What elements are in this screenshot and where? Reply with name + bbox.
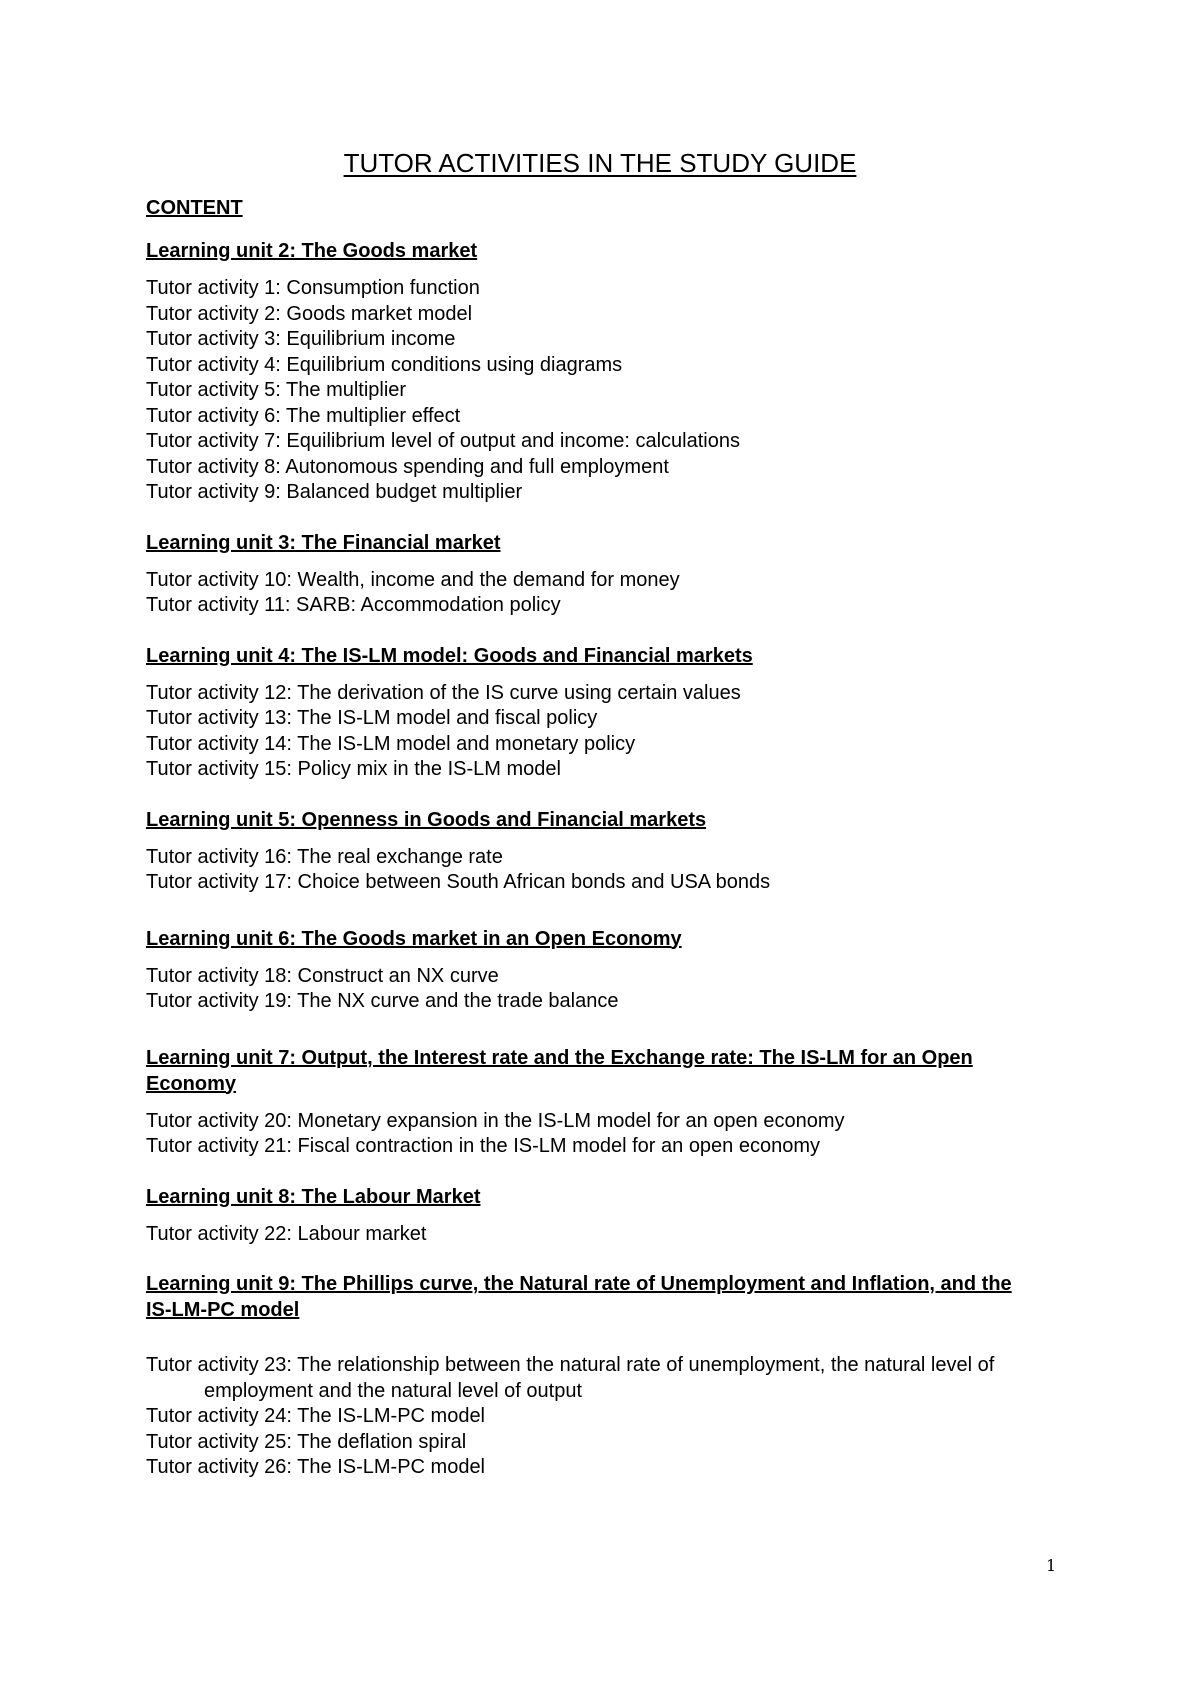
learning-unit-4: [146, 643, 1026, 783]
activity-item: Tutor activity 7: Equilibrium level of output and income: calculations: [146, 430, 740, 452]
activity-item: Tutor activity 19: The NX curve and the trade balance: [146, 990, 619, 1012]
activity-list: [146, 276, 1026, 506]
activity-item: Tutor activity 26: The IS-LM-PC model: [146, 1456, 486, 1478]
learning-unit-3: [146, 530, 1026, 619]
unit-heading: Learning unit 4: The IS-LM model: Goods and Financial markets: [146, 644, 753, 667]
activity-item: Tutor activity 6: The multiplier effect: [146, 404, 461, 427]
content-heading: CONTENT: [146, 197, 243, 219]
activity-list: [146, 964, 1026, 1015]
learning-unit-5: [146, 807, 1026, 896]
unit-heading: Learning unit 8: The Labour Market: [146, 1185, 481, 1208]
learning-unit-6: [146, 926, 1026, 1015]
learning-unit-9: [146, 1271, 1026, 1481]
activity-list: [146, 1353, 1026, 1481]
activity-item: Tutor activity 11: SARB: Accommodation policy: [146, 594, 561, 616]
activity-item: Tutor activity 20: Monetary expansion in the IS-LM model for an open economy: [146, 1109, 845, 1132]
activity-item: Tutor activity 24: The IS-LM-PC model: [146, 1405, 486, 1427]
activity-list: [146, 1222, 1026, 1248]
activity-item: Tutor activity 23: The relationship between the natural rate of unemployment, the natural level of employment and the natural level of output: [146, 1354, 995, 1402]
learning-unit-8: [146, 1184, 1026, 1248]
unit-heading: Learning unit 9: The Phillips curve, the Natural rate of Unemployment and Inflation, and the IS-LM-PC model: [146, 1273, 1012, 1321]
activity-item: Tutor activity 12: The derivation of the IS curve using certain values: [146, 681, 741, 704]
activity-item: Tutor activity 9: Balanced budget multiplier: [146, 481, 523, 503]
activity-item: Tutor activity 2: Goods market model: [146, 302, 473, 325]
activity-list: [146, 681, 1026, 783]
activity-item: Tutor activity 3: Equilibrium income: [146, 328, 456, 350]
unit-heading: Learning unit 7: Output, the Interest rate and the Exchange rate: The IS-LM for an Open Economy: [146, 1046, 973, 1095]
activity-item: Tutor activity 25: The deflation spiral: [146, 1430, 467, 1453]
activity-item: Tutor activity 8: Autonomous spending and full employment: [146, 455, 669, 478]
activity-item: Tutor activity 10: Wealth, income and the demand for money: [146, 568, 680, 591]
learning-unit-7: [146, 1045, 1026, 1160]
table-of-contents: [146, 196, 1026, 1505]
activity-item: Tutor activity 5: The multiplier: [146, 379, 407, 401]
unit-heading: Learning unit 2: The Goods market: [146, 240, 478, 262]
activity-item: Tutor activity 21: Fiscal contraction in the IS-LM model for an open economy: [146, 1135, 821, 1157]
activity-item: Tutor activity 13: The IS-LM model and fiscal policy: [146, 707, 598, 729]
unit-heading: Learning unit 3: The Financial market: [146, 531, 501, 554]
page-number: 1: [1046, 1556, 1057, 1575]
document-title: TUTOR ACTIVITIES IN THE STUDY GUIDE: [343, 148, 857, 178]
activity-item: Tutor activity 1: Consumption function: [146, 277, 480, 299]
activity-item: Tutor activity 17: Choice between South African bonds and USA bonds: [146, 871, 771, 893]
unit-heading: Learning unit 5: Openness in Goods and Financial markets: [146, 808, 707, 831]
activity-list: [146, 568, 1026, 619]
activity-list: [146, 845, 1026, 896]
learning-unit-2: [146, 238, 1026, 506]
activity-item: Tutor activity 15: Policy mix in the IS-LM model: [146, 758, 561, 780]
activity-item: Tutor activity 18: Construct an NX curve: [146, 964, 499, 987]
activity-item: Tutor activity 16: The real exchange rate: [146, 845, 503, 868]
unit-heading: Learning unit 6: The Goods market in an Open Economy: [146, 927, 682, 950]
activity-item: Tutor activity 4: Equilibrium conditions using diagrams: [146, 353, 623, 376]
activity-item: Tutor activity 22: Labour market: [146, 1222, 427, 1245]
activity-item: Tutor activity 14: The IS-LM model and monetary policy: [146, 732, 636, 755]
activity-list: [146, 1109, 1026, 1160]
